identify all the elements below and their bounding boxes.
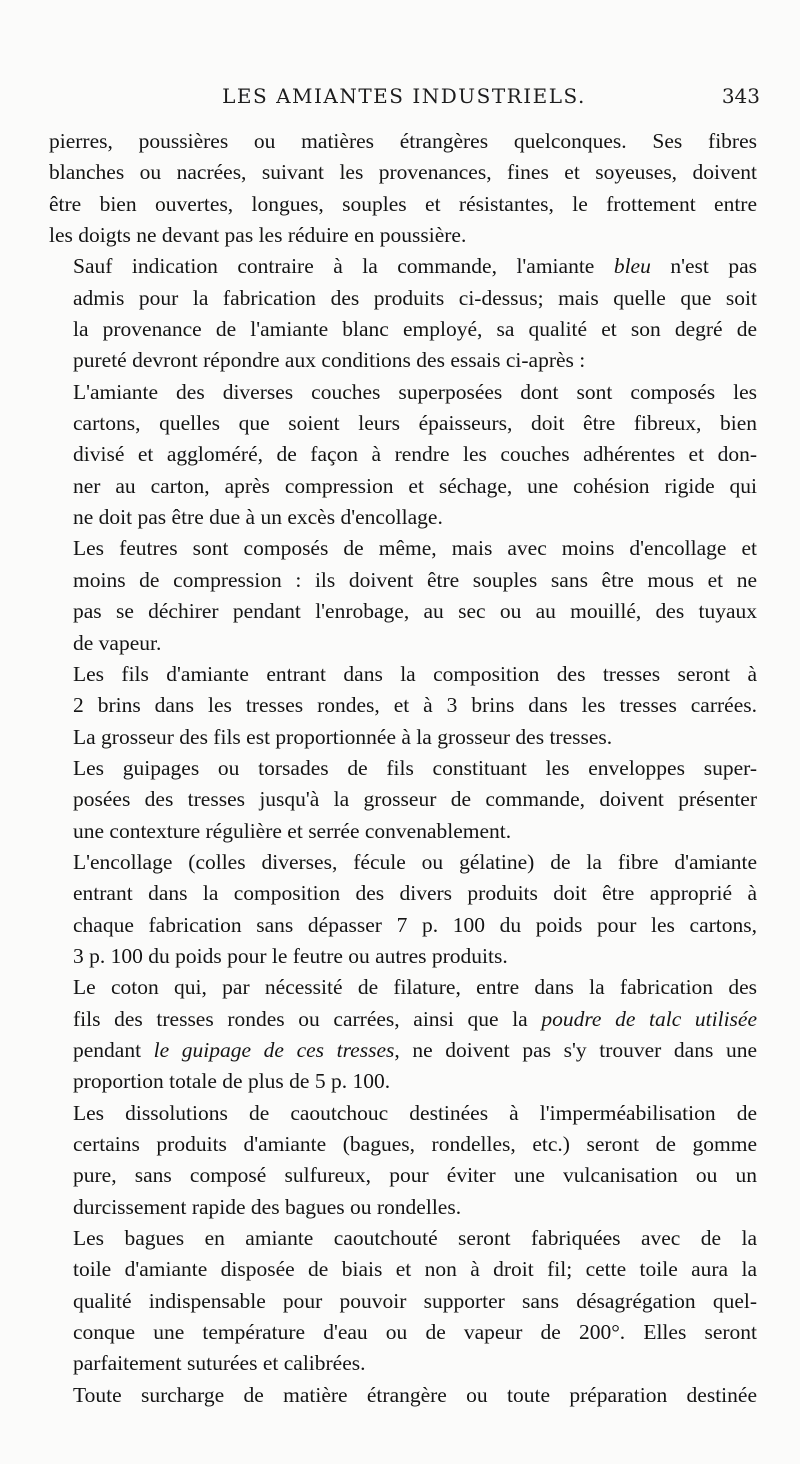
text-run: posées des tresses jusqu'à la grosseur de commande, doivent présenter bbox=[73, 787, 757, 812]
text-run: blanches ou nacrées, suivant les provenances, fines et soyeuses, doivent bbox=[49, 160, 757, 185]
text-run: ne doit pas être due à un excès d'encollage. bbox=[73, 505, 443, 530]
paragraph bbox=[49, 1380, 757, 1411]
text-line bbox=[49, 628, 757, 659]
text-run: Toute surcharge de matière étrangère ou toute préparation destinée bbox=[73, 1382, 757, 1407]
text-line bbox=[49, 1098, 757, 1129]
paragraph bbox=[49, 847, 757, 972]
text-line bbox=[49, 1192, 757, 1223]
text-line bbox=[49, 157, 757, 188]
text-run: pureté devront répondre aux conditions des essais ci-après : bbox=[73, 348, 586, 373]
text-run: durcissement rapide des bagues ou rondelles. bbox=[73, 1194, 462, 1219]
text-line bbox=[49, 690, 757, 721]
text-run: les doigts ne devant pas les réduire en poussière. bbox=[49, 223, 467, 248]
text-run: , ne doivent pas s'y trouver dans une bbox=[394, 1037, 757, 1062]
text-run: certains produits d'amiante (bagues, rondelles, etc.) seront de gomme bbox=[73, 1132, 757, 1156]
text-line bbox=[49, 377, 757, 408]
text-run: moins de compression : ils doivent être souples sans être mous et ne bbox=[73, 567, 757, 592]
text-run: La grosseur des fils est proportionnée à la grosseur des tresses. bbox=[73, 724, 613, 749]
paragraph bbox=[49, 1098, 757, 1223]
text-run: divisé et aggloméré, de façon à rendre les couches adhérentes et don- bbox=[73, 442, 757, 467]
text-line bbox=[49, 753, 757, 784]
paragraph bbox=[49, 377, 757, 534]
italic-text-run: le guipage de ces tresses bbox=[153, 1037, 395, 1062]
text-run: chaque fabrication sans dépasser 7 p. 100 du poids pour les cartons, bbox=[73, 912, 757, 937]
text-line bbox=[49, 251, 757, 282]
text-line bbox=[49, 816, 757, 847]
text-line bbox=[49, 596, 757, 627]
text-line bbox=[49, 1035, 757, 1066]
text-run: Les feutres sont composés de même, mais avec moins d'encollage et bbox=[73, 536, 757, 561]
running-head bbox=[48, 84, 760, 112]
text-run: Le coton qui, par nécessité de filature, entre dans la fabrication des bbox=[73, 975, 757, 1000]
text-line bbox=[49, 1317, 757, 1348]
running-head-title: LES AMIANTES INDUSTRIELS. bbox=[222, 84, 586, 108]
text-run: 2 brins dans les tresses rondes, et à 3 brins dans les tresses carrées. bbox=[73, 693, 757, 718]
text-line bbox=[49, 972, 757, 1003]
text-line bbox=[49, 1254, 757, 1285]
text-line bbox=[49, 439, 757, 470]
text-line bbox=[49, 722, 757, 753]
italic-text-run: bleu bbox=[613, 254, 651, 279]
text-line bbox=[49, 1380, 757, 1411]
text-run: pas se déchirer pendant l'enrobage, au sec ou au mouillé, des tuyaux bbox=[73, 599, 757, 624]
text-run: pierres, poussières ou matières étrangères quelconques. Ses fibres bbox=[49, 129, 757, 153]
text-run: conque une température d'eau ou de vapeur de 200°. Elles seront bbox=[73, 1320, 757, 1345]
paragraph bbox=[49, 753, 757, 847]
text-line bbox=[49, 659, 757, 690]
text-run: fils des tresses rondes ou carrées, ainsi que la bbox=[73, 1006, 542, 1031]
text-run: de vapeur. bbox=[73, 630, 162, 655]
text-line bbox=[49, 1348, 757, 1379]
paragraph bbox=[49, 1223, 757, 1380]
text-run: Les guipages ou torsades de fils constituant les enveloppes super- bbox=[73, 755, 757, 780]
text-run: cartons, quelles que soient leurs épaisseurs, doit être fibreux, bien bbox=[73, 411, 757, 436]
text-run: L'encollage (colles diverses, fécule ou gélatine) de la fibre d'amiante bbox=[73, 849, 757, 874]
paragraph bbox=[49, 126, 757, 251]
text-run: parfaitement suturées et calibrées. bbox=[73, 1351, 366, 1376]
text-run: pendant bbox=[73, 1037, 154, 1062]
paragraph bbox=[49, 659, 757, 753]
text-run: Les dissolutions de caoutchouc destinées à l'imperméabilisation de bbox=[73, 1100, 757, 1125]
text-line bbox=[49, 1223, 757, 1254]
text-line bbox=[49, 941, 757, 972]
text-line bbox=[49, 1129, 757, 1160]
text-run: Les bagues en amiante caoutchouté seront fabriquées avec de la bbox=[73, 1226, 757, 1251]
text-run: ner au carton, après compression et séchage, une cohésion rigide qui bbox=[73, 473, 757, 498]
paragraph bbox=[49, 533, 757, 658]
text-line bbox=[49, 1160, 757, 1191]
text-run: Les fils d'amiante entrant dans la composition des tresses seront à bbox=[73, 661, 757, 686]
text-line bbox=[49, 1066, 757, 1097]
text-line bbox=[49, 1004, 757, 1035]
text-run: admis pour la fabrication des produits ci-dessus; mais quelle que soit bbox=[73, 285, 757, 310]
text-run: toile d'amiante disposée de biais et non à droit fil; cette toile aura la bbox=[73, 1257, 757, 1282]
text-run: n'est pas bbox=[650, 254, 757, 279]
paragraph bbox=[49, 251, 757, 376]
text-run: L'amiante des diverses couches superposées dont sont composés les bbox=[73, 379, 757, 404]
text-line bbox=[49, 1286, 757, 1317]
text-run: être bien ouvertes, longues, souples et résistantes, le frottement entre bbox=[49, 191, 757, 216]
text-run: proportion totale de plus de 5 p. 100. bbox=[73, 1069, 391, 1094]
text-line bbox=[49, 565, 757, 596]
text-line bbox=[49, 189, 757, 220]
text-line bbox=[49, 408, 757, 439]
text-line bbox=[49, 283, 757, 314]
text-line bbox=[49, 314, 757, 345]
text-line bbox=[49, 847, 757, 878]
text-run: qualité indispensable pour pouvoir supporter sans désagrégation quel- bbox=[73, 1288, 757, 1313]
text-line bbox=[49, 533, 757, 564]
text-line bbox=[49, 471, 757, 502]
text-line bbox=[49, 502, 757, 533]
text-run: Sauf indication contraire à la commande, l'amiante bbox=[73, 254, 614, 279]
text-run: entrant dans la composition des divers produits doit être approprié à bbox=[73, 881, 757, 906]
text-line bbox=[49, 126, 757, 157]
text-line bbox=[49, 220, 757, 251]
text-run: 3 p. 100 du poids pour le feutre ou autres produits. bbox=[73, 943, 508, 968]
text-line bbox=[49, 878, 757, 909]
text-run: la provenance de l'amiante blanc employé, sa qualité et son degré de bbox=[73, 317, 757, 342]
italic-text-run: poudre de talc utilisée bbox=[541, 1006, 757, 1031]
text-line bbox=[49, 784, 757, 815]
text-line bbox=[49, 910, 757, 941]
body-text bbox=[49, 126, 757, 1411]
text-run: pure, sans composé sulfureux, pour éviter une vulcanisation ou un bbox=[73, 1163, 757, 1188]
text-run: une contexture régulière et serrée convenablement. bbox=[73, 818, 512, 843]
page-number: 343 bbox=[721, 84, 760, 108]
text-line bbox=[49, 345, 757, 376]
paragraph bbox=[49, 972, 757, 1097]
